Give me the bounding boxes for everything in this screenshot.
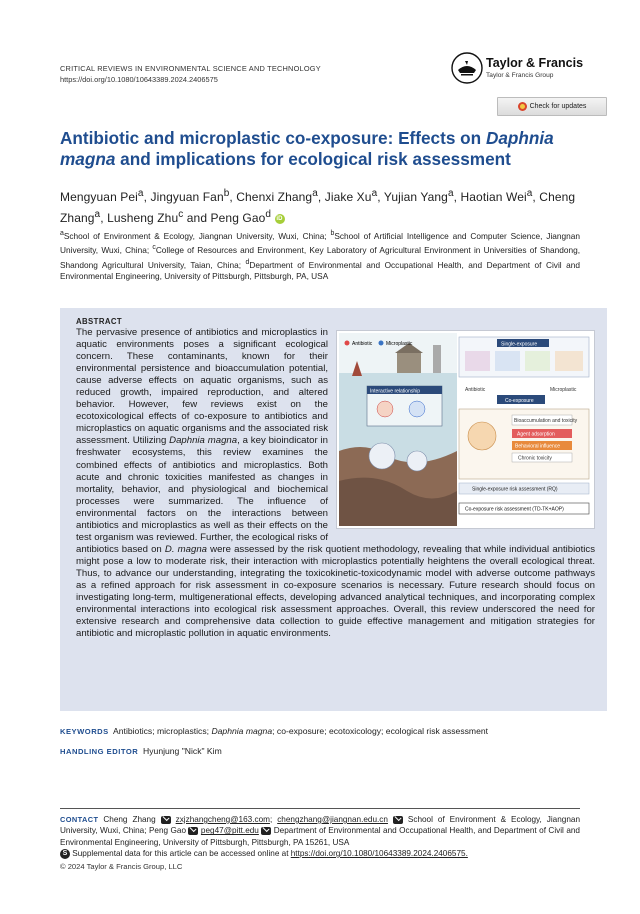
crossmark-icon: [518, 102, 527, 111]
journal-name: CRITICAL REVIEWS IN ENVIRONMENTAL SCIENCE AND TECHNOLOGY: [60, 64, 321, 73]
email-icon: [161, 816, 171, 824]
author-list: Mengyuan Pei$^a$, Jingyuan Fan$^b$, Chenxi Zhang$^a$, Jiake Xu$^a$, Yujian Yang$^a$, Haotian Wei$^a$, Cheng Zhang$^a$, Lusheng Zhu$^c$ and Peng Gao$^d$ iD: [60, 188, 576, 225]
email-link[interactable]: chengzhang@jiangnan.edu.cn: [277, 815, 388, 824]
handling-editor: HANDLING EDITOR Hyunjung "Nick" Kim: [60, 746, 222, 756]
email-link[interactable]: peg47@pitt.edu: [200, 826, 259, 836]
copyright: © 2024 Taylor & Francis Group, LLC: [60, 862, 183, 871]
author[interactable]: Jingyuan Fan$^b$: [150, 188, 230, 204]
contact-info: CONTACT Cheng Zhang zxjzhangcheng@163.com; chengzhang@jiangnan.edu.cn School of Environment & Ecology, Jiangnan University, Wuxi, China; Peng Gao peg47@pitt.edu Department of Environmental and Occupational Health, and Department of Civil and Environmental Engineering, University of Pittsburgh, Pittsburgh, PA 15261, USA S Supplemental data for this article can be accessed online at https://doi.org/10.1080/10643389.2024.2406575.: [60, 815, 581, 858]
publisher-name: Taylor & Francis: [486, 56, 584, 70]
ga-legend-microplastic: Microplastic: [386, 341, 413, 347]
ga-behavioral: Behavioral influence: [515, 443, 561, 450]
publisher-group: Taylor & Francis Group: [486, 72, 554, 79]
divider: [60, 808, 580, 809]
orcid-icon[interactable]: iD: [276, 215, 283, 222]
article-title: Antibiotic and microplastic co-exposure: Effects on Daphnia magna and implications for ecological risk assessment: [60, 128, 554, 169]
ga-tdtk: Co-exposure risk assessment (TD-TK+AOP): [465, 506, 564, 513]
ga-rq: Single-exposure risk assessment (RQ): [472, 486, 558, 493]
ga-microplastic-label: Microplastic: [550, 387, 577, 393]
address-icon: [393, 816, 403, 824]
author[interactable]: Haotian Wei$^a$: [460, 188, 533, 204]
ga-antibiotic-label: Antibiotic: [465, 387, 486, 393]
article-doi-link[interactable]: https://doi.org/10.1080/10643389.2024.2406575: [60, 75, 218, 84]
ga-single-exposure: Single-exposure: [501, 341, 538, 348]
author[interactable]: Peng Gao$^d$: [210, 209, 272, 225]
supplemental-icon: S: [60, 849, 70, 859]
affiliations: $^a$School of Environment & Ecology, Jiangnan University, Wuxi, China; $^b$School of Artificial Intelligence and Computer Science, Jiangnan University, Wuxi, China; $^c$College of Resources and Environment, Key Laboratory of Agricultural Environment in Universities of Shandong, Shandong Agricultural University, Taian, China; $^d$Department of Environmental and Occupational Health, and Department of Civil and Environmental Engineering, University of Pittsburgh, Pittsburgh, PA, USA: [60, 230, 580, 282]
check-for-updates-button[interactable]: [497, 97, 607, 116]
email-link[interactable]: zxjzhangcheng@163.com: [175, 815, 270, 824]
abstract-text: Antibiotic Microplastic Interactive relationship Single-exposure Antibiotic Microplastic Co-exposure Bioaccumulation and toxicity Agent adsorption Behavioral influence Chronic toxicity Single-exposure risk assessment (RQ) Co-exposure risk assessment (TD-TK+AOP) The pervasive presence of antibiotics and microplastics in aquatic environments poses a significant ecological concern. These contaminants, known for their environmental persistence and bioaccumulation potential, cause adverse effects on aquatic organisms, such as reduced growth, impaired reproduction, and altered behavior. However, few reviews exist on the ecotoxicological effects of co-exposure to antibiotics and microplastics on aquatic organisms and the associated risk assessment. Utilizing Daphnia magna, a key bioindicator in freshwater ecosystems, this review examines the combined effects of antibiotics and microplastics. Both acute and chronic toxicities manifested as changes in mortality, behavior, and physiological and biochemical processes were summarized. The influence of environmental factors on the interactions between antibiotics and microplastics as well as their effects on the test organism was reviewed. Further, the ecological risks of antibiotics based on D. magna were assessed by the risk quotient methodology, revealing that while individual antibiotics might pose a low to moderate risk, their interaction with microplastics potentially heightens the overall ecological threat. Thus, to advance our understanding, integrating the toxicokinetic-toxicodynamic model with adverse outcome pathways as a refined approach for risk assessment in co-exposure scenarios is necessary. Future research should focus on investigating long-term, multigenerational effects, developing advanced analytical techniques, and incorporating complex environmental interactions into ecological risk assessment approaches. Overall, this review underscored the need for extensive research and comprehensive data collection to guide effective management and mitigation strategies for antibiotic and microplastic pollution in aquatic environments.: [76, 327, 595, 640]
ga-interactive-label: Interactive relationship: [370, 388, 421, 395]
supplemental-link[interactable]: https://doi.org/10.1080/10643389.2024.2406575.: [290, 848, 468, 858]
author[interactable]: Chenxi Zhang$^a$: [236, 188, 318, 204]
abstract-heading: ABSTRACT: [76, 317, 123, 326]
ga-chronic: Chronic toxicity: [518, 455, 552, 462]
ga-co-exposure: Co-exposure: [505, 398, 534, 404]
ga-legend-antibiotic: Antibiotic: [352, 341, 373, 347]
author[interactable]: Yujian Yang$^a$: [383, 188, 454, 204]
email-icon: [188, 827, 198, 835]
author[interactable]: Mengyuan Pei$^a$: [60, 188, 144, 204]
taylor-francis-logo-icon[interactable]: [451, 52, 483, 84]
author[interactable]: Jiake Xu$^a$: [324, 188, 378, 204]
check-for-updates-label: Check for updates: [529, 103, 587, 110]
ga-bioaccumulation: Bioaccumulation and toxicity: [514, 418, 578, 424]
keywords: KEYWORDS Antibiotics; microplastics; Daphnia magna; co-exposure; ecotoxicology; ecological risk assessment: [60, 726, 489, 736]
address-icon: [261, 827, 271, 835]
ga-agent-adsorption: Agent adsorption: [517, 431, 555, 438]
author[interactable]: Lusheng Zhu$^c$: [107, 209, 184, 225]
graphical-abstract: [336, 330, 595, 529]
author[interactable]: Cheng Zhang$^a$: [60, 190, 576, 225]
